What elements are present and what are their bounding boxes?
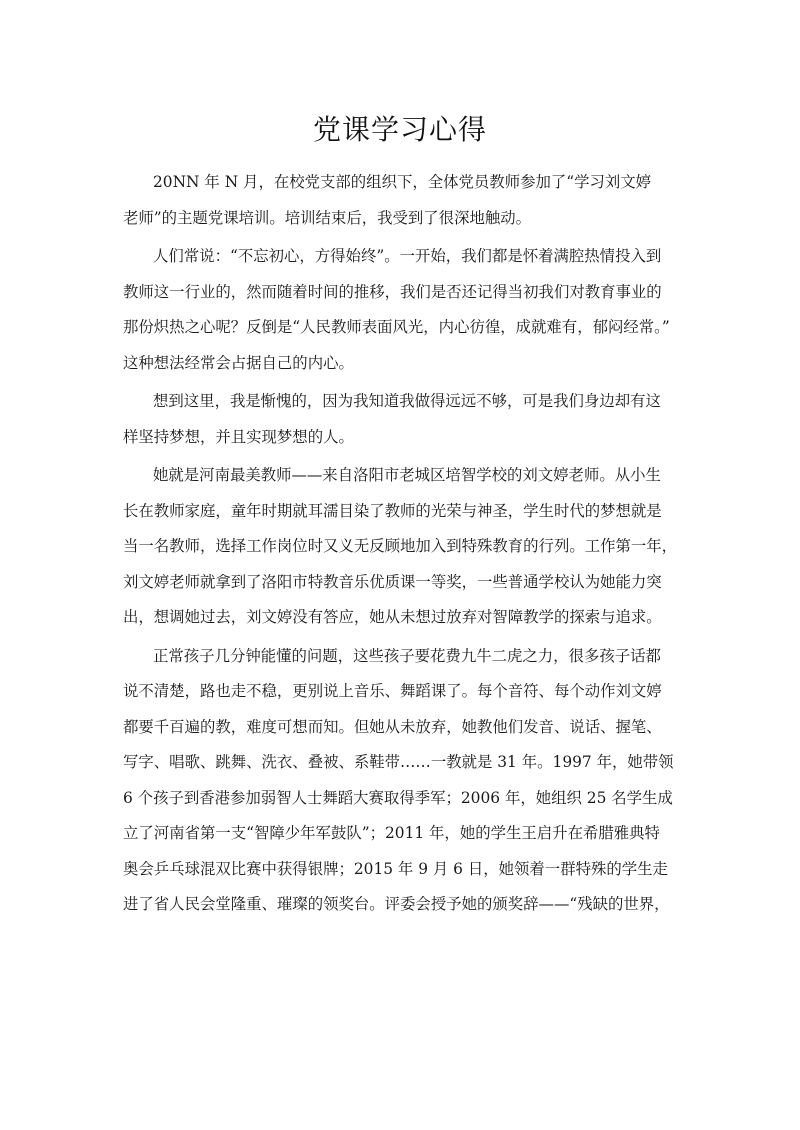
text-line: 20NN 年 N 月，在校党支部的组织下，全体党员教师参加了“学习刘文婷 [153, 173, 652, 191]
text-line: 出，想调她过去，刘文婷没有答应，她从未想过放弃对智障教学的探索与追求。 [123, 608, 662, 626]
text-line: 那份炽热之心呢？反倒是“人民教师表面风光，内心彷徨，成就难有，郁闷经常。” [123, 318, 670, 336]
paragraph [123, 165, 679, 236]
paragraph [123, 384, 679, 455]
text-line: 样坚持梦想，并且实现梦想的人。 [123, 427, 354, 446]
document-title: 党课学习心得 [312, 113, 487, 146]
text-line: 写字、唱歌、跳舞、洗衣、叠被、系鞋带……一教就是 31 年。1997 年，她带领 [123, 753, 674, 771]
text-line: 她就是河南最美教师——来自洛阳市老城区培智学校的刘文婷老师。从小生 [153, 466, 661, 484]
text-line: 这种想法经常会占据自己的内心。 [123, 353, 354, 372]
text-line: 奥会乒乓球混双比赛中获得银牌；2015 年 9 月 6 日，她领着一群特殊的学生走 [123, 859, 668, 878]
text-line: 立了河南省第一支“智障少年军鼓队”；2011 年，她的学生王启升在希腊雅典特 [123, 824, 660, 842]
text-line: 长在教师家庭，童年时期就耳濡目染了教师的光荣与神圣，学生时代的梦想就是 [123, 501, 662, 520]
paragraph [123, 458, 679, 636]
text-line: 刘文婷老师就拿到了洛阳市特教音乐优质课一等奖，一些普通学校认为她能力突 [123, 572, 662, 591]
text-line: 人们常说：“不忘初心，方得始终”。一开始，我们都是怀着满腔热情投入到 [153, 247, 662, 265]
text-line: 老师”的主题党课培训。培训结束后，我受到了很深地触动。 [123, 208, 532, 227]
text-line: 教师这一行业的，然而随着时间的推移，我们是否还记得当初我们对教育事业的 [123, 282, 662, 301]
text-line: 正常孩子几分钟能懂的问题，这些孩子要花费九牛二虎之力，很多孩子话都 [153, 646, 661, 665]
document-body [123, 165, 679, 923]
text-line: 进了省人民会堂隆重、璀璨的领奖台。评委会授予她的颁奖辞——“残缺的世界， [123, 895, 670, 913]
text-line: 想到这里，我是惭愧的，因为我知道我做得远远不够，可是我们身边却有这 [153, 392, 661, 410]
text-line: 说不清楚，路也走不稳，更别说上音乐、舞蹈课了。每个音符、每个动作刘文婷 [123, 682, 662, 700]
text-line: 当一名教师，选择工作岗位时又义无反顾地加入到特殊教育的行列。工作第一年， [123, 537, 678, 555]
text-line: 6 个孩子到香港参加弱智人士舞蹈大赛取得季军；2006 年，她组织 25 名学生成 [123, 788, 673, 807]
text-line: 都要千百遍的教，难度可想而知。但她从未放弃，她教他们发音、说话、握笔、 [123, 717, 662, 736]
paragraph [123, 639, 679, 923]
paragraph [123, 239, 679, 381]
